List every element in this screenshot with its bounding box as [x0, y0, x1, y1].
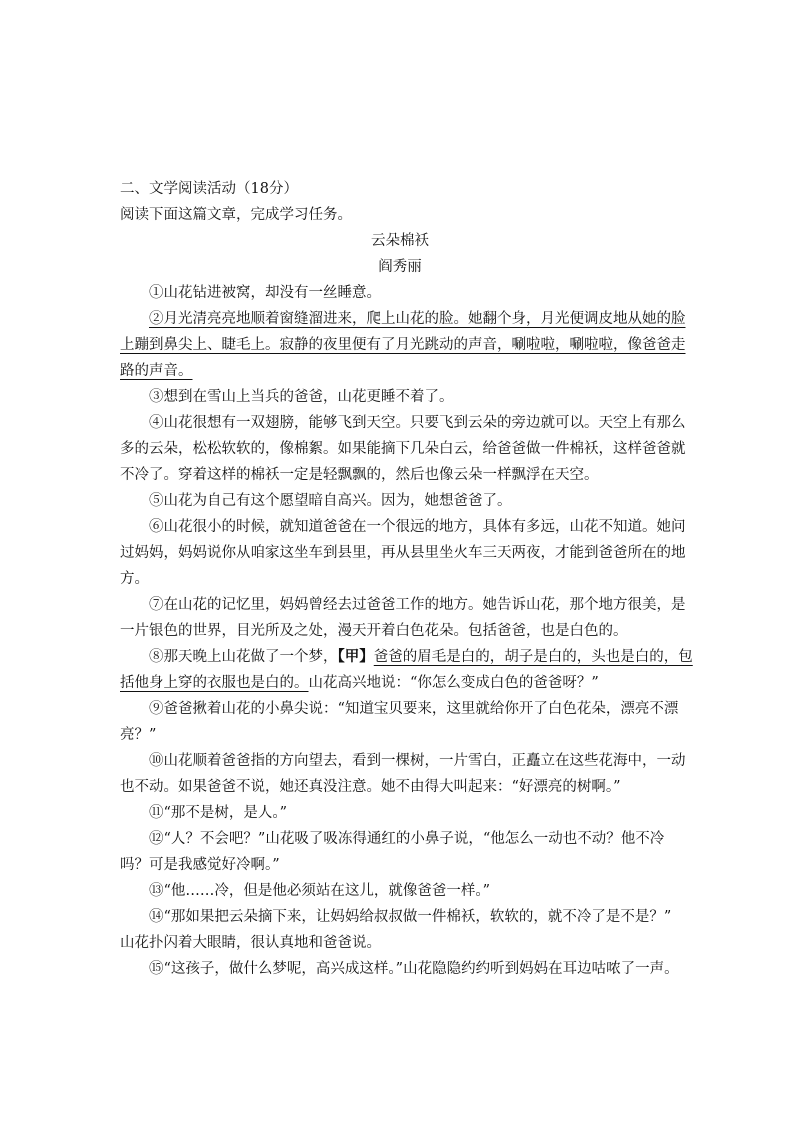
paragraph-line — [120, 306, 686, 332]
paragraph-line: 山花扑闪着大眼睛，很认真地和爸爸说。 — [120, 935, 381, 951]
paragraph-line: 不冷了。穿着这样的棉袄一定是轻飘飘的，然后也像云朵一样飘浮在天空。 — [120, 467, 599, 483]
paragraph-line: ①山花钻进被窝，却没有一丝睡意。 — [149, 285, 381, 301]
paragraph-line: ⑩山花顺着爸爸指的方向望去，看到一棵树，一片雪白，正矗立在这些花海中，一动 — [149, 753, 686, 769]
paragraph-line: ③想到在雪山上当兵的爸爸，山花更睡不着了。 — [149, 389, 454, 405]
document-page — [120, 176, 693, 982]
article-author: 阎秀丽 — [378, 259, 422, 275]
paragraph-line — [120, 644, 693, 670]
paragraph-line: ⑤山花为自己有这个愿望暗自高兴。因为，她想爸爸了。 — [149, 493, 512, 509]
underlined-text: 括他身上穿的衣服也是白的。 — [120, 675, 309, 691]
paragraph-line: ⑨爸爸揪着山花的小鼻尖说：“知道宝贝要来，这里就给你开了白色花朵，漂亮不漂 — [149, 701, 679, 717]
paragraph-line: 方。 — [120, 571, 149, 587]
paragraph-line: ⑦在山花的记忆里，妈妈曾经去过爸爸工作的地方。她告诉山花，那个地方很美，是 — [149, 597, 686, 613]
paragraph-line: ⑭“那如果把云朵摘下来，让妈妈给叔叔做一件棉袄，软软的，就不冷了是不是？” — [149, 909, 672, 925]
paragraph-text: 山花高兴地说：“你怎么变成白色的爸爸呀？” — [308, 675, 599, 691]
article-title: 云朵棉袄 — [371, 233, 429, 249]
underlined-text: 上蹦到鼻尖上、睫毛上。寂静的夜里便有了月光跳动的声音，唰啦啦，唰啦啦，像爸爸走 — [120, 337, 686, 353]
section-heading: 二、文学阅读活动（18分） — [120, 181, 298, 197]
paragraph-text: ⑧那天晚上山花做了一个梦， — [149, 649, 338, 665]
section-instruction: 阅读下面这篇文章，完成学习任务。 — [120, 207, 352, 223]
underlined-text: ②月光清亮亮地顺着窗缝溜进来，爬上山花的脸。她翻个身，月光便调皮地从她的脸 — [149, 311, 686, 327]
marker-jia: 【甲】 — [337, 648, 374, 665]
paragraph-line: ④山花很想有一双翅膀，能够飞到天空。只要飞到云朵的旁边就可以。天空上有那么 — [149, 415, 686, 431]
paragraph-line: ⑥山花很小的时候，就知道爸爸在一个很远的地方，具体有多远，山花不知道。她问 — [149, 519, 686, 535]
paragraph-line: 过妈妈，妈妈说你从咱家这坐车到县里，再从县里坐火车三天两夜，才能到爸爸所在的地 — [120, 545, 686, 561]
paragraph-line: ⑪“那不是树，是人。” — [149, 805, 288, 821]
underlined-text: 爸爸的眉毛是白的，胡子是白的，头也是白的，包 — [373, 649, 693, 665]
paragraph-line: ⑫“人？不会吧？”山花吸了吸冻得通红的小鼻子说，“他怎么一动也不动？他不冷 — [149, 831, 665, 847]
paragraph-line — [120, 670, 680, 696]
underlined-text: 路的声音。 — [120, 363, 193, 379]
paragraph-line: 多的云朵，松松软软的，像棉絮。如果能摘下几朵白云，给爸爸做一件棉袄，这样爸爸就 — [120, 441, 686, 457]
paragraph-line: 也不动。如果爸爸不说，她还真没注意。她不由得大叫起来：“好漂亮的树啊。” — [120, 779, 621, 795]
paragraph-line: 亮？” — [120, 727, 157, 743]
paragraph-line: 一片银色的世界，目光所及之处，漫天开着白色花朵。包括爸爸，也是白色的。 — [120, 623, 628, 639]
paragraph-line: ⑬“他……冷，但是他必须站在这儿，就像爸爸一样。” — [149, 883, 491, 899]
paragraph-line: 吗？可是我感觉好冷啊。” — [120, 857, 280, 873]
paragraph-line: ⑮“这孩子，做什么梦呢，高兴成这样。”山花隐隐约约听到妈妈在耳边咕哝了一声。 — [149, 961, 679, 977]
